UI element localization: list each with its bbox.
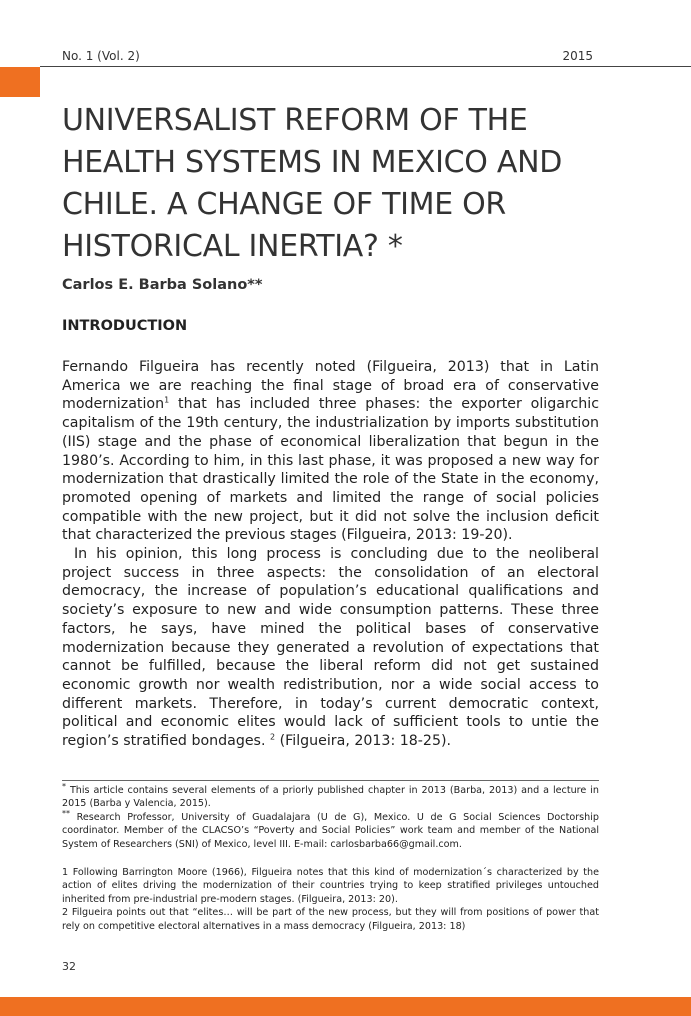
paragraph: Fernando Filgueira has recently noted (Filgueira, 2013) that in Latin America we are reaching the final stage of broad era of conservative modernization$^1$ that has included three phases: the exporter oligarchic capitalism of the 19th century, the industrialization by imports substitution (IIS) stage and the phase of economical liberalization that begun in the 1980’s. According to him, in this last phase, it was proposed a new way for modernization that drastically limited the role of the State in the economy, promoted opening of markets and limited the range of social policies compatible with the new project, but it did not solve the inclusion deficit that characterized the previous stages (Filgueira, 2013: 19-20). bbox=[62, 359, 599, 544]
header-rule bbox=[40, 66, 691, 67]
footnote: 2 Filgueira points out that “elites… will be part of the new process, but they will from positions of power that rely on competitive electoral alternatives in a mass democracy (Filgueira, 2013: 18) bbox=[62, 907, 599, 932]
article-title: UNIVERSALIST REFORM OF THE HEALTH SYSTEMS IN MEXICO AND CHILE. A CHANGE OF TIME OR HISTORICAL INERTIA? * bbox=[62, 103, 563, 264]
section-heading: INTRODUCTION bbox=[62, 318, 188, 334]
author-name: Carlos E. Barba Solano** bbox=[62, 277, 263, 293]
footnotes bbox=[62, 781, 599, 933]
paragraph: In his opinion, this long process is concluding due to the neoliberal project success in three aspects: the consolidation of an electoral democracy, the increase of population’s educational qualifications and society’s exposure to new and wide consumption patterns. These three factors, he says, have mined the political bases of conservative modernization because they generated a revolution of expectations that cannot be fulfilled, because the liberal reform did not get sustained economic growth nor wealth redistribution, nor a wide social access to different markets. Therefore, in today’s current democratic context, political and economic elites would lack of sufficient tools to untie the region’s stratified bondages. $^2$ (Filgueira, 2013: 18-25). bbox=[62, 546, 599, 750]
footnote: 1 Following Barrington Moore (1966), Filgueira notes that this kind of modernization´s characterized by the action of elites driving the modernization of their countries trying to keep stratified privileges untouched inherited from pre-industrial pre-modern stages. (Filgueira, 2013: 20). bbox=[62, 867, 599, 905]
footnote-ref: 2 bbox=[269, 732, 276, 742]
bottom-bar bbox=[0, 997, 691, 1016]
body-text bbox=[62, 358, 599, 751]
footnote-ref: 1 bbox=[164, 395, 170, 405]
footnote-rule bbox=[62, 780, 599, 781]
year-label: 2015 bbox=[562, 49, 593, 63]
running-header bbox=[62, 49, 593, 67]
issue-label: No. 1 (Vol. 2) bbox=[62, 49, 140, 63]
footnote: * This article contains several elements of a priorly published chapter in 2013 (Barba, 2013) and a lecture in 2015 (Barba y Valencia, 2015). bbox=[62, 781, 599, 810]
page-number: 32 bbox=[62, 960, 76, 973]
footnote: ** Research Professor, University of Guadalajara (U de G), Mexico. U de G Social Sciences Doctorship coordinator. Member of the CLACSO’s “Poverty and Social Policies” work team and member of the National System of Researchers (SNI) of Mexico, level III. E-mail: carlosbarba66@gmail.com. bbox=[62, 808, 599, 850]
orange-tab bbox=[0, 67, 40, 97]
